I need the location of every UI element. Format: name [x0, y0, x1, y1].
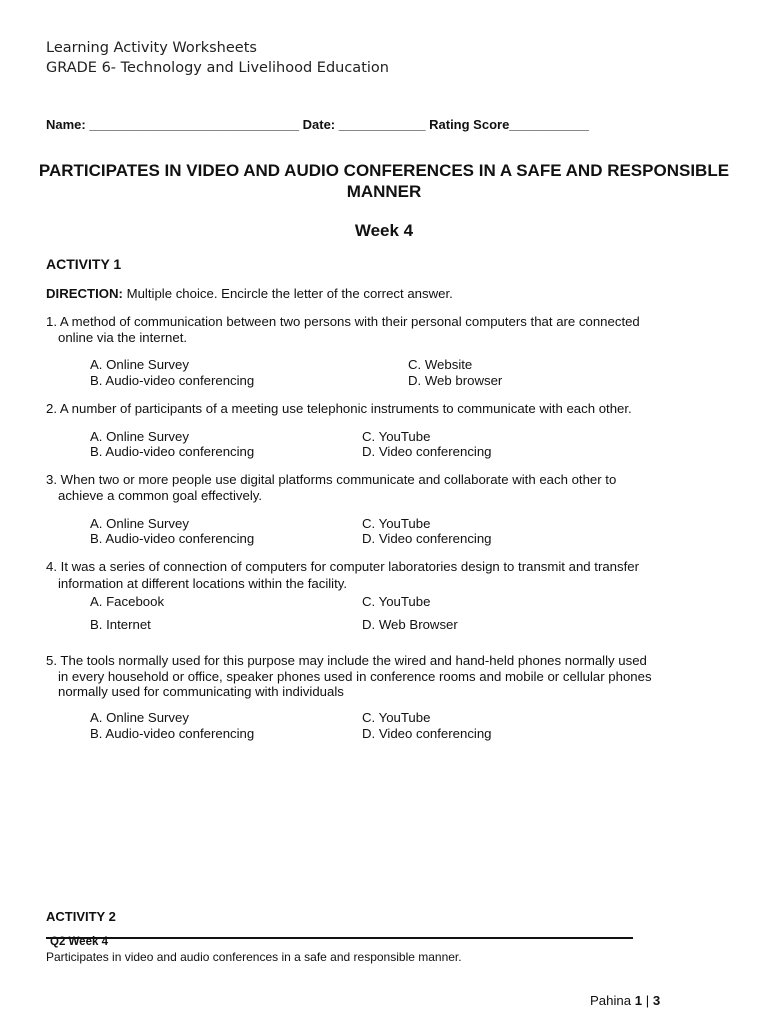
direction-text: Multiple choice. Encircle the letter of the correct answer. — [122, 286, 453, 301]
question-1-line1: 1. A method of communication between two persons with their personal computers that are connected — [46, 314, 640, 329]
section-divider — [46, 937, 633, 939]
worksheet-header-line1: Learning Activity Worksheets — [46, 40, 257, 56]
question-2-option-c[interactable]: C. YouTube — [362, 429, 431, 444]
week-label: Week 4 — [354, 221, 414, 240]
question-1-option-b[interactable]: B. Audio-video conferencing — [90, 373, 255, 388]
question-4 — [46, 559, 639, 591]
question-1-option-a[interactable]: A. Online Survey — [90, 357, 189, 372]
quarter-week-label: Q2 Week 4 — [50, 936, 108, 948]
question-5-option-c[interactable]: C. YouTube — [362, 710, 431, 725]
question-4-option-d[interactable]: D. Web Browser — [362, 617, 458, 632]
question-5-line2: in every household or office, speaker phones used in conference rooms and mobile or cellular phones — [58, 668, 652, 684]
question-4-option-b[interactable]: B. Internet — [90, 617, 151, 632]
activity2-heading: ACTIVITY 2 — [46, 909, 116, 924]
question-5-line1: 5. The tools normally used for this purpose may include the wired and hand-held phones normally used — [46, 653, 647, 668]
question-2-option-a[interactable]: A. Online Survey — [90, 429, 189, 444]
question-2-option-d[interactable]: D. Video conferencing — [362, 444, 492, 459]
question-3 — [46, 472, 616, 503]
direction-label: DIRECTION: — [46, 286, 123, 301]
activity1-heading: ACTIVITY 1 — [46, 256, 122, 272]
question-2-line1: 2. A number of participants of a meeting use telephonic instruments to communicate with each other. — [46, 401, 632, 416]
question-3-line2: achieve a common goal effectively. — [58, 487, 263, 503]
question-4-option-c[interactable]: C. YouTube — [362, 594, 431, 609]
activity2-subtitle: Participates in video and audio conferences in a safe and responsible manner. — [46, 950, 462, 964]
question-5-option-d[interactable]: D. Video conferencing — [362, 726, 492, 741]
page-separator: | — [642, 993, 653, 1008]
question-5-line3: normally used for communicating with individuals — [58, 684, 344, 699]
question-5-option-b[interactable]: B. Audio-video conferencing — [90, 726, 255, 741]
question-2-option-b[interactable]: B. Audio-video conferencing — [90, 444, 255, 459]
question-1-option-d[interactable]: D. Web browser — [408, 373, 503, 388]
question-1-option-c[interactable]: C. Website — [408, 357, 473, 372]
question-4-line2: information at different locations within the facility. — [58, 575, 348, 591]
question-3-option-d[interactable]: D. Video conferencing — [362, 531, 492, 546]
page-title: PARTICIPATES IN VIDEO AND AUDIO CONFERENCES IN A SAFE AND RESPONSIBLE MANNER — [38, 161, 730, 201]
page-number: 1 — [634, 993, 643, 1008]
worksheet-header-line2: GRADE 6- Technology and Livelihood Education — [46, 60, 389, 76]
question-1 — [46, 314, 640, 345]
question-4-line1: 4. It was a series of connection of computers for computer laboratories design to transmit and transfer — [46, 559, 639, 574]
direction-line — [46, 286, 453, 302]
question-3-option-b[interactable]: B. Audio-video conferencing — [90, 531, 255, 546]
question-3-option-c[interactable]: C. YouTube — [362, 516, 431, 531]
page-total: 3 — [652, 993, 661, 1008]
question-3-option-a[interactable]: A. Online Survey — [90, 516, 189, 531]
question-5-option-a[interactable]: A. Online Survey — [90, 710, 189, 725]
question-1-line2: online via the internet. — [58, 329, 188, 345]
question-2 — [46, 401, 632, 417]
question-5 — [46, 653, 652, 700]
page-label: Pahina — [590, 993, 635, 1008]
page-footer — [590, 993, 660, 1009]
question-4-option-a[interactable]: A. Facebook — [90, 594, 165, 609]
student-info-line: Name: _____________________________ Date: ____________ Rating Score___________ — [46, 117, 589, 132]
question-3-line1: 3. When two or more people use digital platforms communicate and collaborate with each other to — [46, 472, 617, 487]
